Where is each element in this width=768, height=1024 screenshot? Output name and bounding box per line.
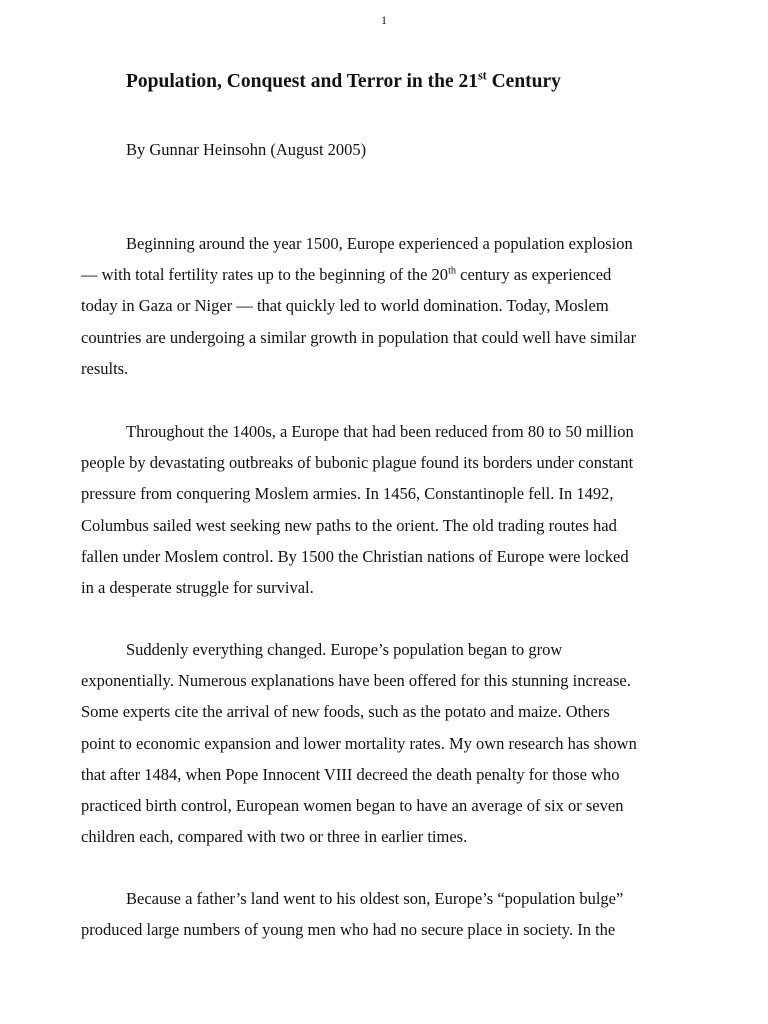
text-line: children each, compared with two or three in earlier times.: [81, 827, 468, 847]
paragraph-2: [81, 416, 681, 603]
document-title: [126, 68, 561, 93]
title-text: Population, Conquest and Terror in the 21: [126, 71, 478, 92]
text-line: countries are undergoing a similar growth in population that could well have similar: [81, 327, 637, 347]
text-line: Beginning around the year 1500, Europe experienced a population explosion: [126, 234, 633, 253]
text-line: today in Gaza or Niger — that quickly led to world domination. Today, Moslem: [81, 296, 609, 316]
text-line: Columbus sailed west seeking new paths to the orient. The old trading routes had: [81, 515, 617, 535]
text-line: people by devastating outbreaks of bubonic plague found its borders under constant: [81, 453, 634, 473]
text-line: [81, 259, 681, 290]
text-line: pressure from conquering Moslem armies. In 1456, Constantinople fell. In 1492,: [81, 484, 614, 504]
paragraph-1: [81, 228, 681, 384]
text-line: practiced birth control, European women began to have an average of six or seven: [81, 796, 624, 816]
title-text-end: Century: [486, 71, 561, 92]
page-number: 1: [381, 13, 387, 27]
paragraph-3: [81, 634, 681, 852]
text-segment: century as experienced: [456, 265, 612, 285]
text-line: Suddenly everything changed. Europe’s population began to grow: [126, 640, 563, 659]
author-byline: By Gunnar Heinsohn (August 2005): [126, 140, 367, 159]
text-line: Some experts cite the arrival of new foods, such as the potato and maize. Others: [81, 702, 610, 722]
text-line: Throughout the 1400s, a Europe that had been reduced from 80 to 50 million: [126, 422, 634, 441]
text-segment: — with total fertility rates up to the beginning of the 20: [81, 265, 449, 285]
superscript: th: [448, 265, 457, 277]
title-superscript: st: [477, 68, 487, 83]
text-line: point to economic expansion and lower mortality rates. My own research has shown: [81, 733, 637, 753]
text-line: in a desperate struggle for survival.: [81, 578, 314, 598]
text-line: produced large numbers of young men who had no secure place in society. In the: [81, 920, 616, 940]
text-line: Because a father’s land went to his oldest son, Europe’s “population bulge”: [126, 889, 624, 908]
text-line: fallen under Moslem control. By 1500 the Christian nations of Europe were locked: [81, 546, 629, 566]
paragraph-4: [81, 883, 681, 945]
text-line: results.: [81, 358, 129, 378]
text-line: exponentially. Numerous explanations have been offered for this stunning increase.: [81, 671, 631, 691]
text-line: that after 1484, when Pope Innocent VIII decreed the death penalty for those who: [81, 764, 620, 784]
